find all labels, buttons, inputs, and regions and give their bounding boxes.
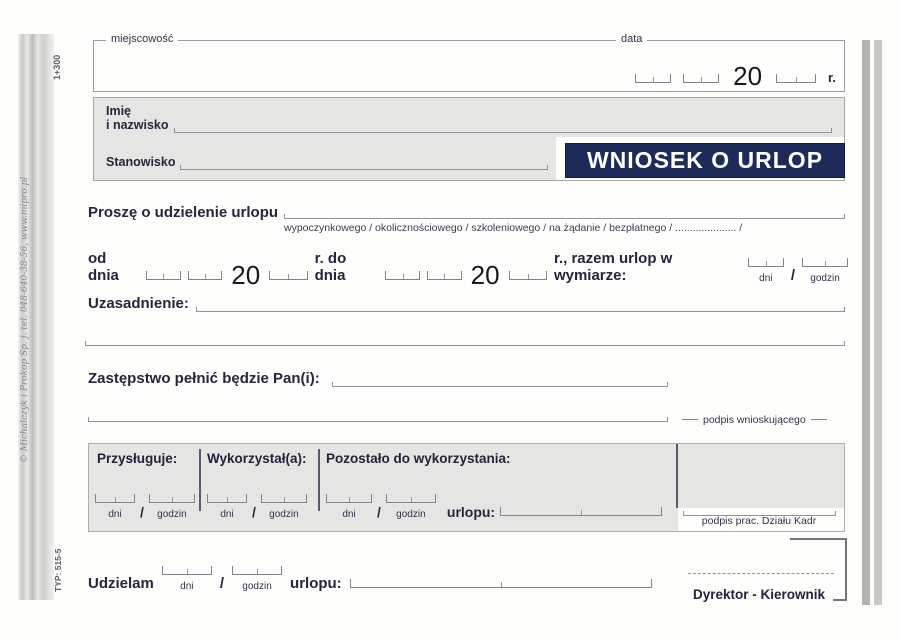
- grant-days-cell: [162, 566, 212, 592]
- slash: /: [219, 575, 225, 592]
- to-day-field: [385, 271, 420, 280]
- grant-urlopu-label: urlopu:: [290, 575, 342, 592]
- name-label-line2: i nazwisko: [106, 118, 169, 132]
- total-hours-cell: [802, 258, 848, 284]
- hours-unit-label: godzin: [810, 273, 840, 284]
- to-day-label: r. do dnia: [314, 250, 347, 284]
- caption-rule: [682, 419, 698, 421]
- director-bracket: [790, 538, 847, 601]
- used-values-row: [207, 494, 307, 520]
- entitled-header: Przysługuje:: [97, 451, 178, 466]
- slash: /: [252, 504, 256, 520]
- year-suffix: r.: [828, 70, 836, 85]
- days-unit-label: dni: [220, 509, 234, 520]
- print-run-code: 1+300: [52, 54, 62, 80]
- request-lead-label: Proszę o udzielenie urlopu: [88, 204, 279, 221]
- column-divider: [199, 449, 201, 511]
- year-prefix: 20: [733, 61, 763, 91]
- entitled-hours-field: [149, 494, 195, 503]
- scan-edge-right-bar: [862, 40, 870, 605]
- form-type-code: TYP: 515-5: [53, 548, 63, 592]
- justification-label: Uzasadnienie:: [88, 295, 189, 312]
- date-day-field: [635, 74, 671, 83]
- hours-unit-label: godzin: [269, 509, 299, 520]
- remaining-hours-field: [386, 494, 436, 503]
- date-fill-row: [635, 61, 836, 91]
- place-date-box: [93, 33, 845, 92]
- days-unit-label: dni: [108, 509, 122, 520]
- to-month-field: [427, 271, 462, 280]
- days-unit-label: dni: [759, 273, 773, 284]
- grant-days-field: [162, 566, 212, 575]
- slash: /: [790, 267, 796, 284]
- days-unit-label: dni: [342, 509, 356, 520]
- leave-dates-row: [88, 250, 848, 290]
- to-year-prefix: 20: [470, 260, 500, 290]
- urlopu-label: urlopu:: [446, 504, 496, 520]
- used-hours-field: [261, 494, 307, 503]
- hr-signature-caption: podpis prac. Działu Kadr: [701, 515, 817, 527]
- applicant-signature-caption: [682, 414, 827, 426]
- substitute-label: Zastępstwo pełnić będzie Pan(i):: [88, 370, 320, 387]
- from-year-field: [269, 271, 307, 280]
- from-year-prefix: 20: [231, 260, 261, 290]
- date-month-field: [683, 74, 719, 83]
- slash: /: [140, 504, 144, 520]
- remaining-days-field: [326, 494, 372, 503]
- publisher-imprint: © Michalczyk i Prokop Sp. j. tel. 048-640-38-56, www.mipro.pl: [20, 176, 30, 464]
- entitled-days-field: [95, 494, 135, 503]
- scan-edge-right-bar: [874, 40, 882, 605]
- hours-unit-label: godzin: [242, 581, 272, 592]
- total-leave-label: r., razem urlop w wymiarze:: [553, 250, 673, 284]
- slash: /: [377, 504, 381, 520]
- applicant-signature-label: podpis wnioskującego: [703, 414, 806, 426]
- grant-hours-cell: [232, 566, 282, 592]
- total-hours-field: [802, 258, 848, 267]
- hours-unit-label: godzin: [157, 509, 187, 520]
- hours-unit-label: godzin: [396, 509, 426, 520]
- justification-field-line1: [196, 301, 845, 312]
- remaining-values-row: [326, 494, 662, 520]
- date-year-field: [776, 74, 816, 83]
- position-label: Stanowisko: [106, 155, 176, 169]
- director-caption: Dyrektor - Kierownik: [692, 587, 826, 602]
- remaining-type-field: [500, 507, 662, 516]
- used-header: Wykorzystał(a):: [207, 451, 307, 466]
- remaining-header: Pozostało do wykorzystania:: [326, 451, 511, 466]
- place-label: miejscowość: [106, 33, 178, 45]
- position-field: [180, 159, 548, 170]
- from-day-field: [146, 271, 181, 280]
- caption-rule: [811, 419, 827, 421]
- director-bracket-foot: [833, 599, 847, 601]
- from-day-label: od dnia: [88, 250, 119, 284]
- grant-type-field: [350, 579, 652, 588]
- grant-hours-field: [232, 566, 282, 575]
- entitled-values-row: [95, 494, 195, 520]
- grant-label: Udzielam: [88, 575, 154, 592]
- name-field: [174, 122, 832, 133]
- leave-type-field: [284, 208, 845, 219]
- column-divider: [676, 444, 678, 508]
- form-title-banner: WNIOSEK O URLOP: [565, 143, 845, 178]
- total-days-field: [748, 258, 784, 267]
- date-label: data: [616, 33, 647, 45]
- to-year-field: [509, 271, 547, 280]
- used-days-field: [207, 494, 247, 503]
- days-unit-label: dni: [180, 581, 194, 592]
- grant-row: [88, 566, 652, 592]
- from-month-field: [188, 271, 223, 280]
- leave-balance-table: [88, 443, 845, 532]
- substitute-field-line2: [88, 411, 668, 422]
- total-days-cell: [748, 258, 784, 284]
- justification-field-line2: [85, 335, 845, 346]
- name-label-line1: Imię: [106, 104, 132, 118]
- column-divider: [318, 449, 320, 511]
- substitute-field-line1: [332, 376, 668, 387]
- leave-types-caption: wypoczynkowego / okolicznościowego / szkoleniowego / na żądanie / bezpłatnego / ..................... /: [284, 222, 743, 234]
